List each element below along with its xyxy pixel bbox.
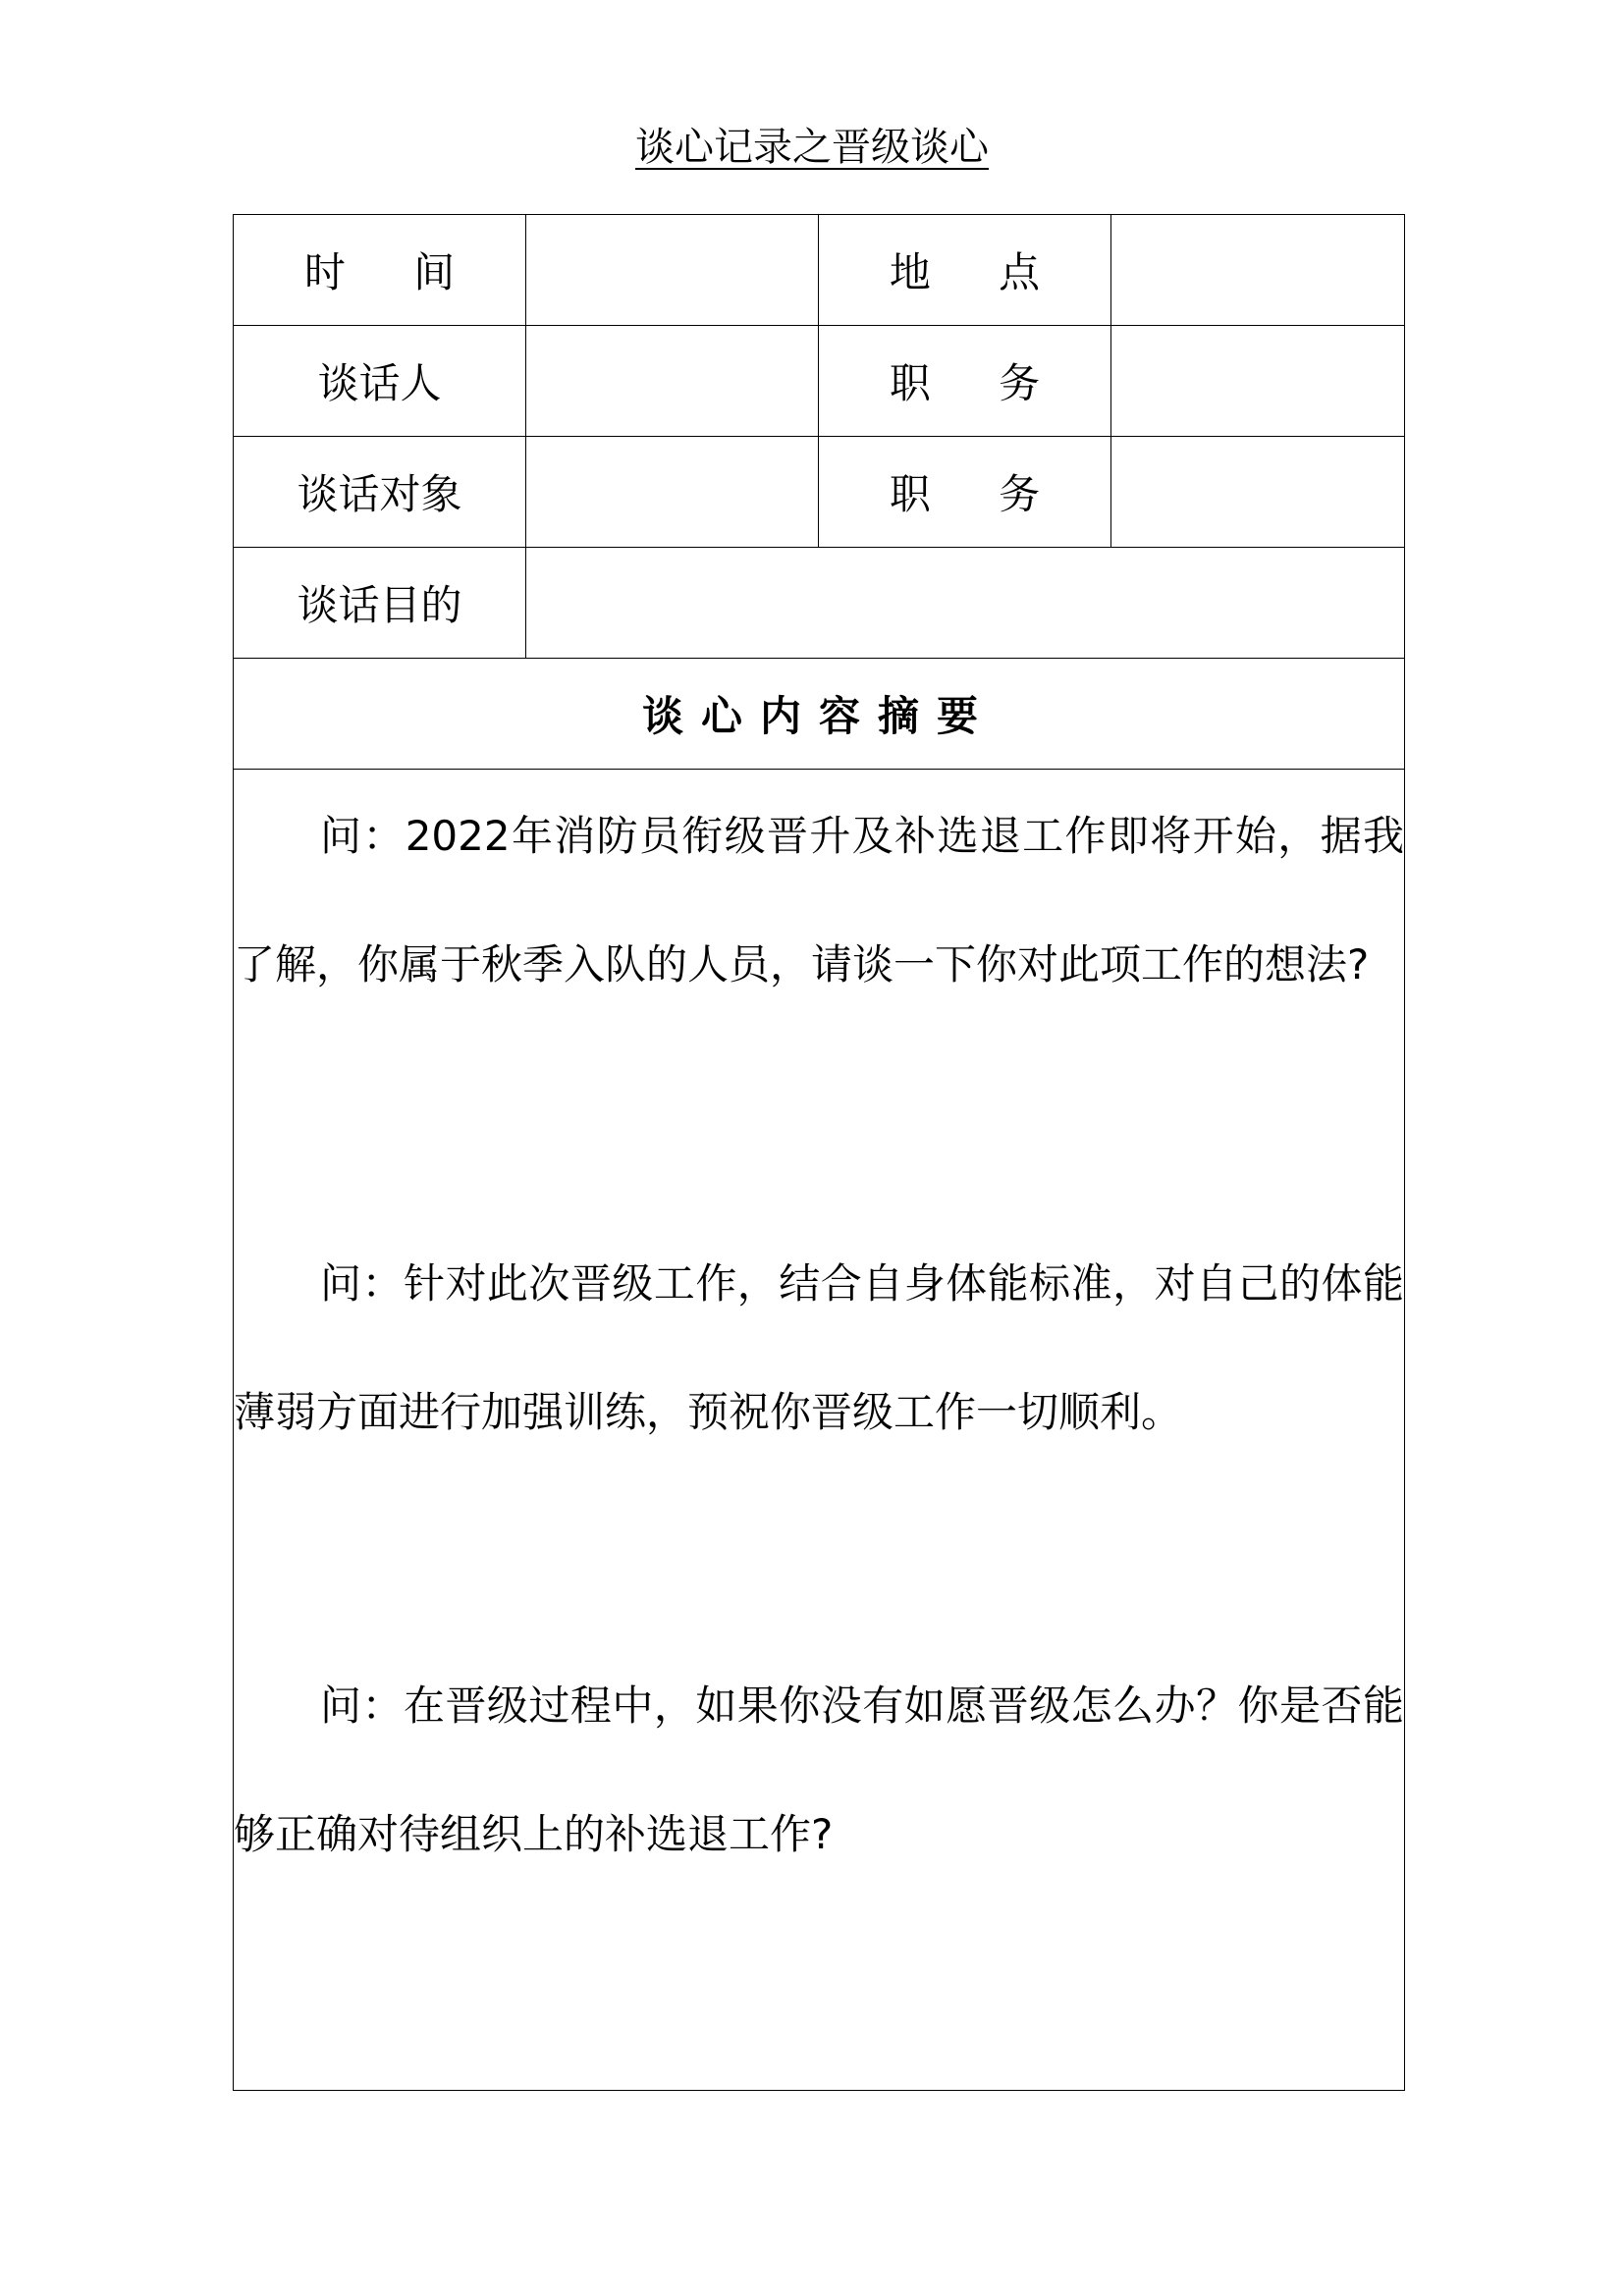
time-value-cell[interactable] [526, 215, 819, 326]
summary-content-cell[interactable] [234, 770, 1405, 2091]
speaker-value-cell[interactable] [526, 326, 819, 437]
question-3: 问：在晋级过程中，如果你没有如愿晋级怎么办？你是否能够正确对待组织上的补选退工作? [234, 1682, 1404, 1858]
target-position-label: 职 务 [819, 437, 1111, 548]
row-summary-heading [234, 659, 1405, 770]
time-label: 时 间 [234, 215, 526, 326]
row-summary-content [234, 770, 1405, 2091]
page-title: 谈心记录之晋级谈心 [635, 125, 989, 170]
speaker-position-value-cell[interactable] [1111, 326, 1405, 437]
speaker-position-label: 职 务 [819, 326, 1111, 437]
summary-heading: 谈心内容摘要 [234, 659, 1405, 770]
target-position-value-cell[interactable] [1111, 437, 1405, 548]
question-1: 问：2022年消防员衔级晋升及补选退工作即将开始，据我了解，你属于秋季入队的人员，请谈一下你对此项工作的想法? [234, 812, 1404, 988]
place-label: 地 点 [819, 215, 1111, 326]
row-purpose [234, 548, 1405, 659]
speaker-label: 谈话人 [234, 326, 526, 437]
purpose-label: 谈话目的 [234, 548, 526, 659]
talk-record-table [233, 214, 1405, 2091]
row-speaker [234, 326, 1405, 437]
target-value-cell[interactable] [526, 437, 819, 548]
row-target [234, 437, 1405, 548]
purpose-value-cell[interactable] [526, 548, 1405, 659]
place-value-cell[interactable] [1111, 215, 1405, 326]
target-label: 谈话对象 [234, 437, 526, 548]
row-time-place [234, 215, 1405, 326]
question-2: 问：针对此次晋级工作，结合自身体能标准，对自己的体能薄弱方面进行加强训练，预祝你晋级工作一切顺利。 [234, 1259, 1404, 1436]
summary-content [234, 770, 1404, 2090]
